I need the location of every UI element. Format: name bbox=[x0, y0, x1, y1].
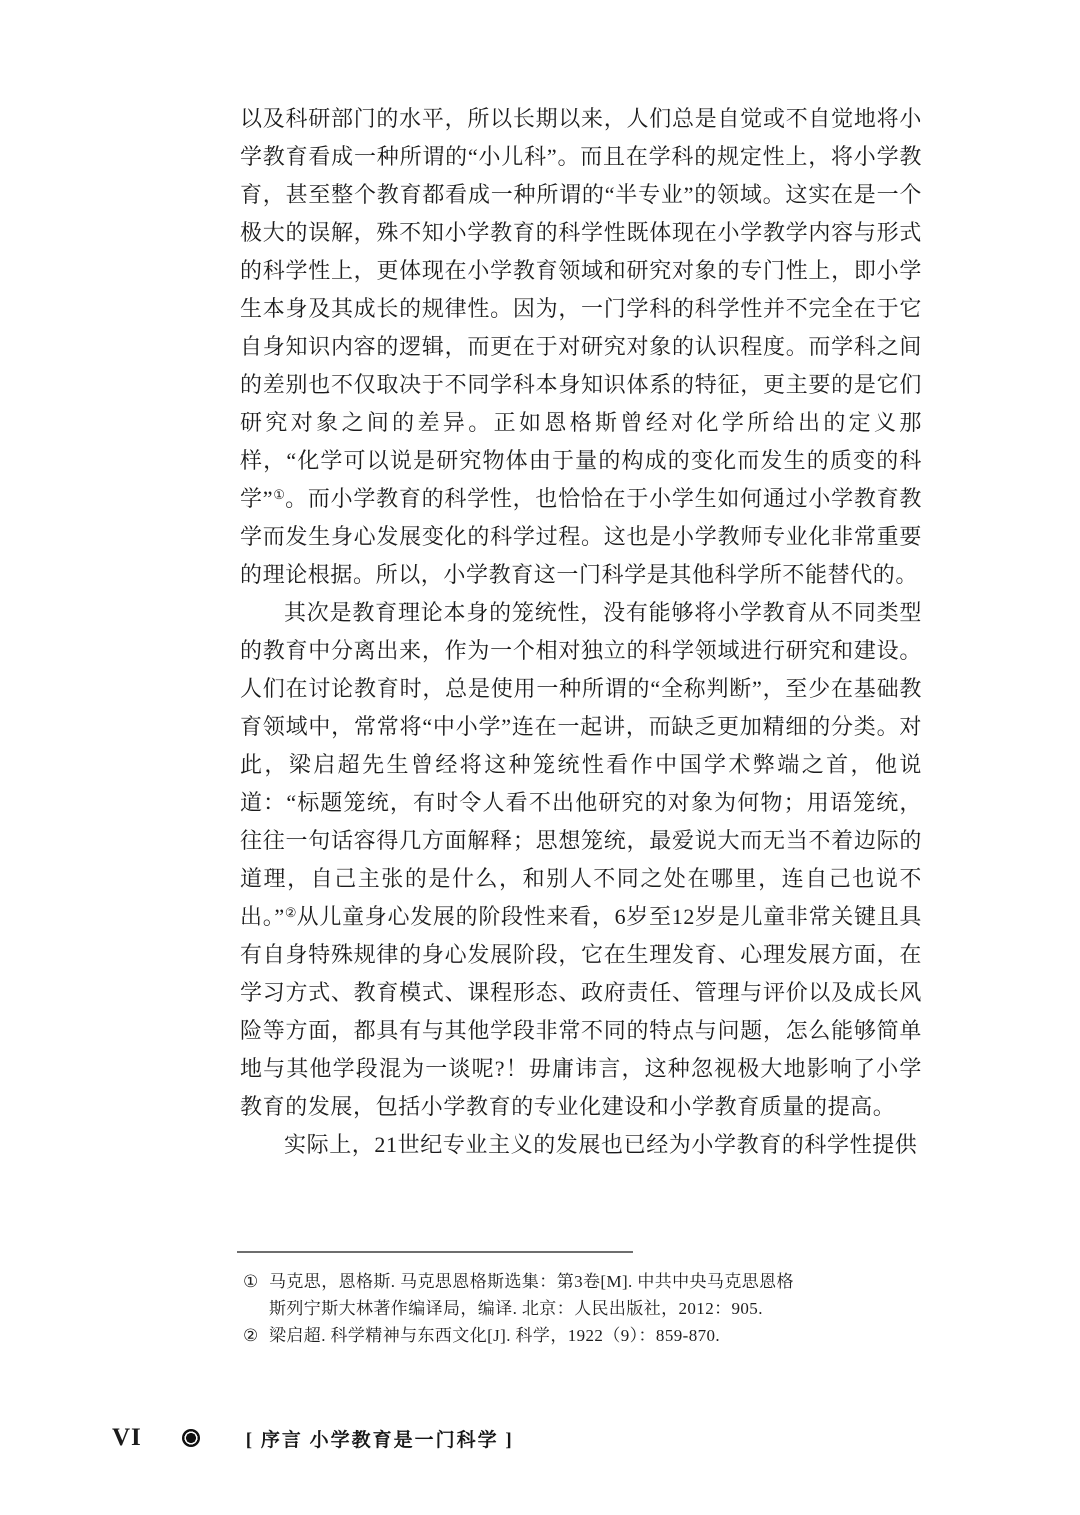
paragraph-text: 从儿童身心发展的阶段性来看，6岁至12岁是儿童非常关键且具有自身特殊规律的身心发展阶段，它在生理发育、心理发展方面，在学习方式、教育模式、课程形态、政府责任、管理与评价以及成长风险等方面，都具有与其他学段非常不同的特点与问题，怎么能够简单地与其他学段混为一谈呢?！毋庸讳言，这种忽视极大地影响了小学教育的发展，包括小学教育的专业化建设和小学教育质量的提高。 bbox=[240, 904, 922, 1119]
paragraph-text: 其次是教育理论本身的笼统性，没有能够将小学教育从不同类型的教育中分离出来，作为一个相对独立的科学领域进行研究和建设。人们在讨论教育时，总是使用一种所谓的“全称判断”，至少在基础教育领域中，常常将“中小学”连在一起讲，而缺乏更加精细的分类。对此，梁启超先生曾经将这种笼统性看作中国学术弊端之首，他说道：“标题笼统，有时令人看不出他研究的对象为何物；用语笼统，往往一句话容得几方面解释；思想笼统，最爱说大而无当不着边际的道理，自己主张的是什么，和别人不同之处在哪里，连自己也说不出。” bbox=[240, 600, 922, 929]
page-number: VI bbox=[112, 1424, 142, 1451]
body-paragraph bbox=[240, 1126, 922, 1164]
paragraph-text: 以及科研部门的水平，所以长期以来，人们总是自觉或不自觉地将小学教育看成一种所谓的“小儿科”。而且在学科的规定性上，将小学教育，甚至整个教育都看成一种所谓的“半专业”的领域。这实在是一个极大的误解，殊不知小学教育的科学性既体现在小学教学内容与形式的科学性上，更体现在小学教育领域和研究对象的专门性上，即小学生本身及其成长的规律性。因为，一门学科的科学性并不完全在于它自身知识内容的逻辑，而更在于对研究对象的认识程度。而学科之间的差别也不仅取决于不同学科本身知识体系的特征，更主要的是它们研究对象之间的差异。正如恩格斯曾经对化学所给出的定义那样，“化学可以说是研究物体由于量的构成的变化而发生的质变的科学” bbox=[240, 106, 922, 511]
footnote-list bbox=[243, 1268, 911, 1349]
body-paragraph bbox=[240, 100, 922, 594]
footnote-reference: ① bbox=[273, 487, 286, 502]
footnote-marker: ② bbox=[243, 1326, 259, 1345]
footnote-text: 马克思，恩格斯. 马克思恩格斯选集：第3卷[M]. 中共中央马克思恩格 斯列宁斯大林著作编译局，编译. 北京：人民出版社，2012：905. bbox=[269, 1272, 794, 1318]
bullet-target-icon bbox=[182, 1429, 200, 1447]
footnote-item bbox=[243, 1322, 911, 1349]
footnote-divider bbox=[237, 1251, 633, 1253]
paragraph-text: 。而小学教育的科学性，也恰恰在于小学生如何通过小学教育教学而发生身心发展变化的科学过程。这也是小学教师专业化非常重要的理论根据。所以，小学教育这一门科学是其他科学所不能替代的。 bbox=[240, 486, 923, 587]
body-text-block bbox=[240, 100, 922, 1164]
body-paragraph bbox=[240, 594, 922, 1126]
footnote-marker: ① bbox=[243, 1272, 259, 1291]
footnote-item bbox=[243, 1268, 911, 1322]
paragraph-text: 实际上，21世纪专业主义的发展也已经为小学教育的科学性提供 bbox=[284, 1132, 918, 1157]
running-title: [ 序言 小学教育是一门科学 ] bbox=[245, 1429, 514, 1451]
footnote-text: 梁启超. 科学精神与东西文化[J]. 科学，1922（9）：859-870. bbox=[269, 1326, 721, 1345]
footnote-reference: ② bbox=[284, 905, 297, 920]
page-footer bbox=[112, 1422, 514, 1454]
